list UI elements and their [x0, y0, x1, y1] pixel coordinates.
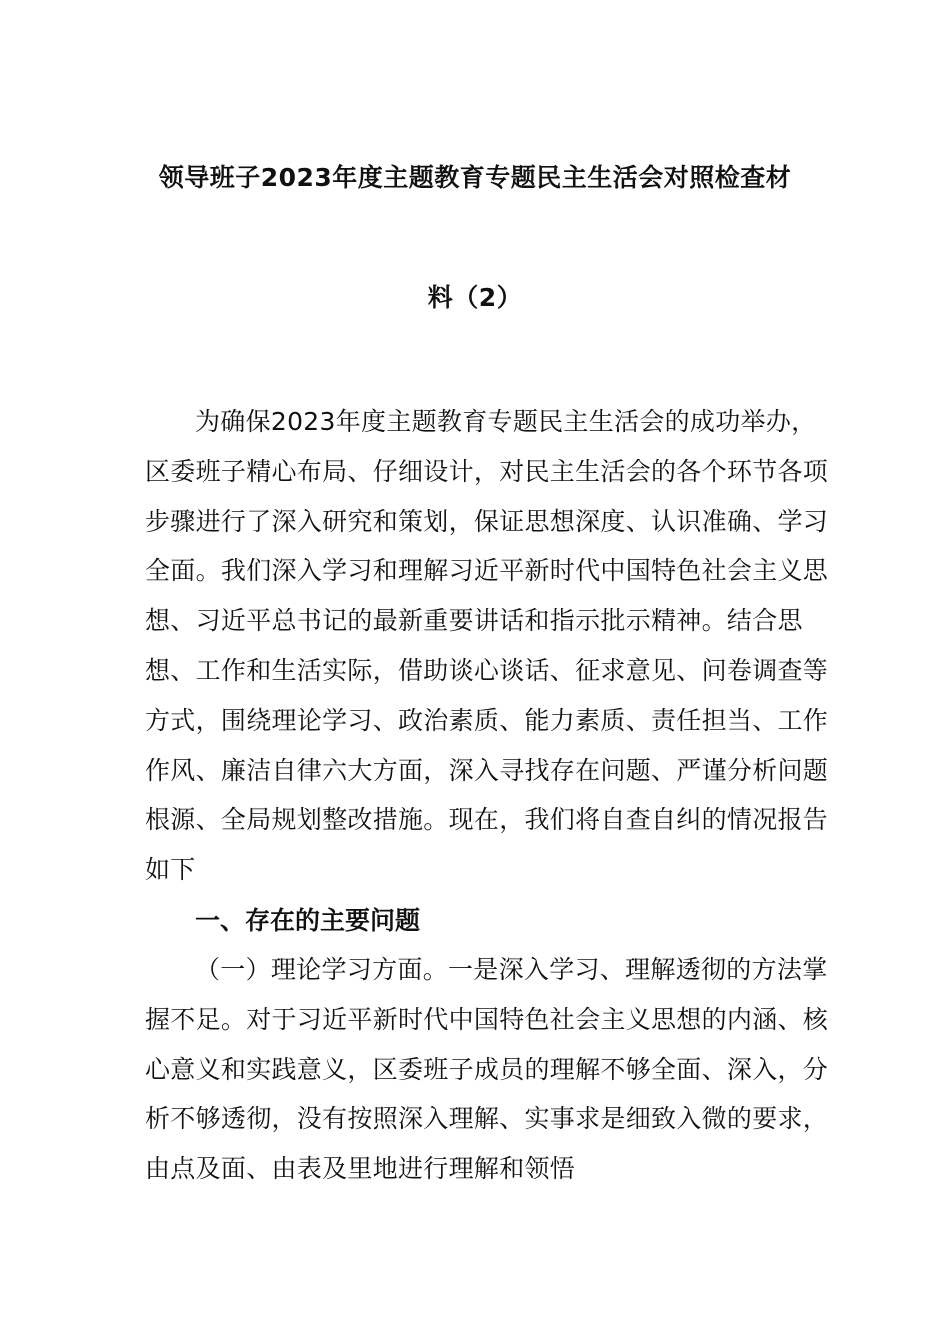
document-title-line-1: 领导班子2023年度主题教育专题民主生活会对照检查材 [158, 163, 792, 192]
document-title-line-2: 料（2） [427, 283, 523, 312]
section-heading: 一、存在的主要问题 [195, 906, 421, 935]
section-paragraph: （一）理论学习方面。一是深入学习、理解透彻的方法掌握不足。对于习近平新时代中国特色社会主义思想的内涵、核心意义和实践意义，区委班子成员的理解不够全面、深入，分析不够透彻，没有按照深入理解、实事求是细致入微的要求，由点及面、由表及里地进行理解和领悟 [145, 955, 829, 1184]
intro-paragraph: 为确保2023年度主题教育专题民主生活会的成功举办，区委班子精心布局、仔细设计，对民主生活会的各个环节各项步骤进行了深入研究和策划，保证思想深度、认识准确、学习全面。我们深入学习和理解习近平新时代中国特色社会主义思想、习近平总书记的最新重要讲话和指示批示精神。结合思想、工作和生活实际，借助谈心谈话、征求意见、问卷调查等方式，围绕理论学习、政治素质、能力素质、责任担当、工作作风、廉洁自律六大方面，深入寻找存在问题、严谨分析问题根源、全局规划整改措施。现在，我们将自查自纠的情况报告如下 [145, 407, 829, 885]
